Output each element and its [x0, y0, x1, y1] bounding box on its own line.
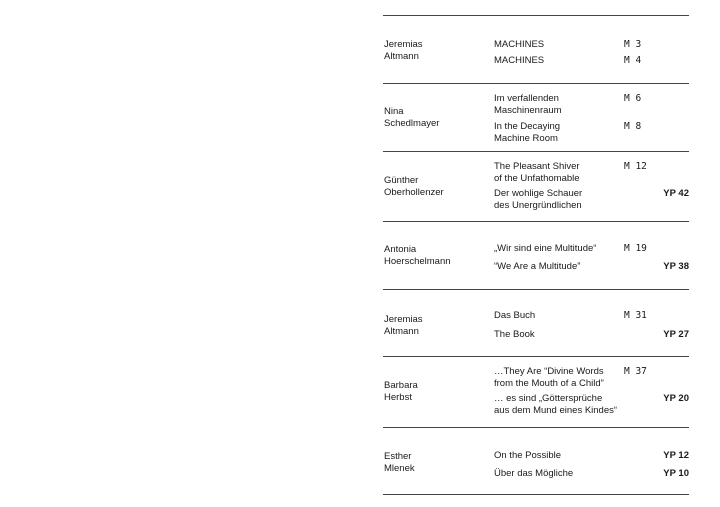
page-ref-yp: YP 42: [663, 188, 689, 199]
toc-entry[interactable]: [494, 393, 689, 417]
title-line: aus dem Mund eines Kindes“: [494, 405, 618, 416]
page-ref-m: M 8: [624, 121, 642, 132]
author-first-name: Günther: [384, 175, 419, 186]
title-line: „Wir sind eine Multitude“: [494, 243, 597, 254]
toc-entry[interactable]: [494, 261, 689, 285]
toc-section: [383, 152, 689, 221]
entry-title: [494, 366, 614, 390]
author-last-name: Mlenek: [384, 463, 415, 474]
entry-title: [494, 329, 614, 341]
entry-title: [494, 93, 614, 117]
title-line: In the Decaying: [494, 121, 561, 132]
entry-title: [494, 55, 614, 67]
author-name: [384, 39, 484, 63]
title-line: of the Unfathomable: [494, 173, 580, 184]
author-last-name: Hoerschelmann: [384, 256, 451, 267]
entry-title: [494, 310, 614, 322]
page-ref-m: M 12: [624, 161, 647, 172]
toc-section: [383, 84, 689, 151]
entry-title: [494, 121, 614, 145]
author-name: [384, 451, 484, 475]
author-last-name: Oberhollenzer: [384, 187, 444, 198]
page-ref-yp: YP 10: [663, 468, 689, 479]
title-line: Über das Mögliche: [494, 468, 574, 479]
toc-entry[interactable]: [494, 93, 689, 117]
author-first-name: Nina: [384, 106, 404, 117]
toc-section: [383, 290, 689, 356]
page-ref-m: M 6: [624, 93, 642, 104]
entry-title: [494, 468, 614, 480]
author-first-name: Jeremias: [384, 39, 423, 50]
toc-entry[interactable]: [494, 55, 689, 79]
toc-section: [383, 428, 689, 494]
title-line: … es sind „Göttersprüche: [494, 393, 603, 404]
title-line: “We Are a Multitude”: [494, 261, 581, 272]
toc-entry[interactable]: [494, 188, 689, 212]
page-ref-m: M 19: [624, 243, 647, 254]
page-ref-m: M 37: [624, 366, 647, 377]
page-ref-m: M 3: [624, 39, 642, 50]
page-ref-m: M 31: [624, 310, 647, 321]
title-line: The Pleasant Shiver: [494, 161, 580, 172]
toc-entry[interactable]: [494, 366, 689, 390]
toc-entry[interactable]: [494, 161, 689, 185]
title-line: …They Are “Divine Words: [494, 366, 604, 377]
author-last-name: Altmann: [384, 326, 419, 337]
page-ref-yp: YP 27: [663, 329, 689, 340]
title-line: Im verfallenden: [494, 93, 559, 104]
author-first-name: Esther: [384, 451, 412, 462]
toc-section: [383, 16, 689, 83]
toc-section: [383, 222, 689, 289]
author-last-name: Schedlmayer: [384, 118, 440, 129]
title-line: MACHINES: [494, 55, 545, 66]
title-line: des Unergründlichen: [494, 200, 582, 211]
toc-entry[interactable]: [494, 468, 689, 492]
entry-title: [494, 261, 614, 273]
page-ref-yp: YP 20: [663, 393, 689, 404]
toc-section: [383, 357, 689, 427]
title-line: Der wohlige Schauer: [494, 188, 583, 199]
toc-entry[interactable]: [494, 329, 689, 353]
author-last-name: Herbst: [384, 392, 412, 403]
author-name: [384, 106, 484, 130]
title-line: MACHINES: [494, 39, 545, 50]
page-ref-yp: YP 38: [663, 261, 689, 272]
title-line: On the Possible: [494, 450, 562, 461]
title-line: Das Buch: [494, 310, 536, 321]
title-line: Machine Room: [494, 133, 558, 144]
toc-entry[interactable]: [494, 121, 689, 145]
author-name: [384, 380, 484, 404]
author-name: [384, 314, 484, 338]
title-line: The Book: [494, 329, 535, 340]
author-name: [384, 175, 484, 199]
author-last-name: Altmann: [384, 51, 419, 62]
author-first-name: Antonia: [384, 244, 417, 255]
entry-title: [494, 188, 614, 212]
author-name: [384, 244, 484, 268]
table-of-contents: [383, 15, 689, 495]
author-first-name: Jeremias: [384, 314, 423, 325]
title-line: Maschinenraum: [494, 105, 562, 116]
entry-title: [494, 39, 614, 51]
title-line: from the Mouth of a Child”: [494, 378, 604, 389]
entry-title: [494, 243, 614, 255]
entry-title: [494, 393, 618, 417]
page-ref-m: M 4: [624, 55, 642, 66]
entry-title: [494, 161, 614, 185]
divider: [383, 494, 689, 495]
author-first-name: Barbara: [384, 380, 418, 391]
page-ref-yp: YP 12: [663, 450, 689, 461]
entry-title: [494, 450, 614, 462]
